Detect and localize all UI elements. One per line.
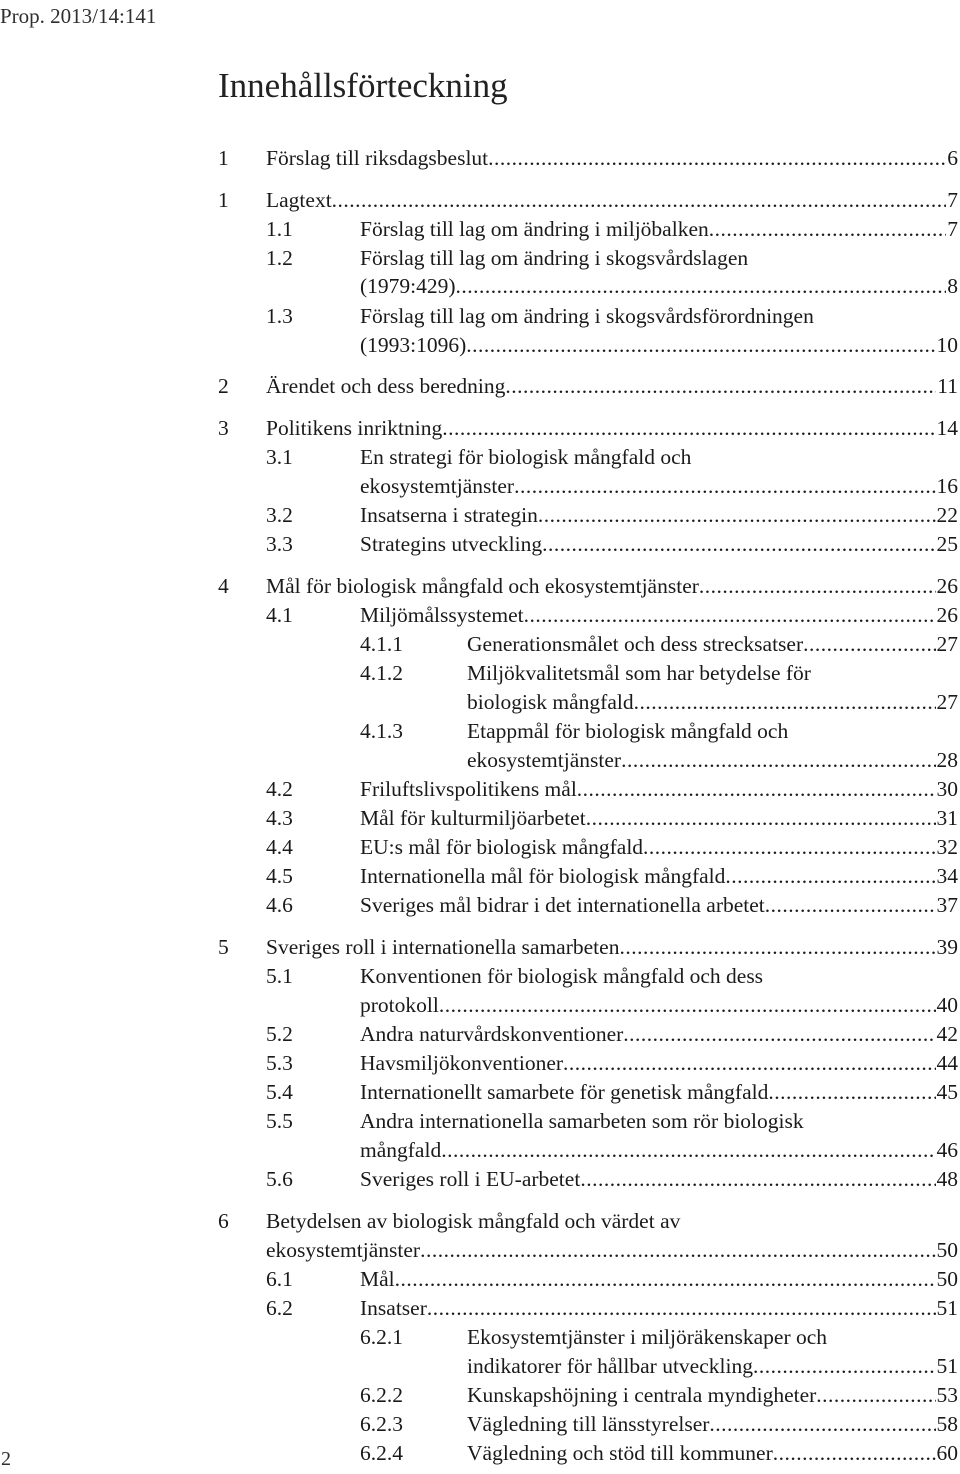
toc-entry-number: 3.1 bbox=[266, 445, 293, 469]
toc-entry-title: Vägledning och stöd till kommuner bbox=[467, 1441, 773, 1465]
toc-entry-number: 4.1 bbox=[266, 603, 293, 627]
toc-entry[interactable] bbox=[266, 1078, 958, 1106]
toc-entry-page: 39 bbox=[936, 935, 958, 959]
toc-entry-number: 6.2.2 bbox=[360, 1383, 403, 1407]
toc-entry-page: 51 bbox=[936, 1296, 958, 1320]
toc-entry[interactable] bbox=[266, 472, 958, 500]
toc-entry-number: 1 bbox=[218, 188, 229, 212]
toc-entry-number: 5.1 bbox=[266, 964, 293, 988]
toc-entry-title: biologisk mångfald bbox=[467, 690, 634, 714]
toc-entry[interactable] bbox=[266, 302, 958, 330]
dot-leader bbox=[699, 572, 936, 600]
dot-leader bbox=[634, 688, 936, 716]
toc-entry[interactable] bbox=[266, 601, 958, 629]
toc-entry[interactable] bbox=[266, 244, 958, 272]
toc-entry-page: 26 bbox=[936, 603, 958, 627]
dot-leader bbox=[643, 833, 935, 861]
dot-leader bbox=[538, 501, 936, 529]
dot-leader bbox=[577, 775, 936, 803]
toc-entry[interactable] bbox=[360, 688, 958, 716]
toc-entry-page: 8 bbox=[947, 274, 958, 298]
toc-entry-number: 3.2 bbox=[266, 503, 293, 527]
dot-leader bbox=[765, 891, 936, 919]
dot-leader bbox=[621, 746, 935, 774]
toc-entry[interactable] bbox=[266, 443, 958, 471]
toc-entry-page: 42 bbox=[936, 1022, 958, 1046]
toc-entry-page: 31 bbox=[936, 806, 958, 830]
toc-entry-page: 46 bbox=[936, 1138, 958, 1162]
toc-entry-number: 4 bbox=[218, 574, 229, 598]
toc-entry-title: Insatser bbox=[360, 1296, 427, 1320]
toc-entry-page: 16 bbox=[936, 474, 958, 498]
toc-entry-number: 4.6 bbox=[266, 893, 293, 917]
toc-entry-number: 5.3 bbox=[266, 1051, 293, 1075]
toc-entry-page: 6 bbox=[947, 146, 958, 170]
toc-entry-number: 4.3 bbox=[266, 806, 293, 830]
dot-leader bbox=[816, 1381, 935, 1409]
toc-entry-title: Insatserna i strategin bbox=[360, 503, 538, 527]
toc-entry-number: 6.2.3 bbox=[360, 1412, 403, 1436]
toc-entry-number: 5.5 bbox=[266, 1109, 293, 1133]
toc-entry-title: Lagtext bbox=[266, 188, 332, 212]
toc-entry[interactable] bbox=[266, 962, 958, 990]
toc-entry[interactable] bbox=[266, 862, 958, 890]
toc-entry-title: Andra naturvårdskonventioner bbox=[360, 1022, 624, 1046]
dot-leader bbox=[753, 1352, 936, 1380]
dot-leader bbox=[542, 530, 935, 558]
dot-leader bbox=[456, 272, 947, 300]
toc-entry[interactable] bbox=[218, 414, 958, 442]
toc-entry-number: 5.6 bbox=[266, 1167, 293, 1191]
toc-entry-number: 4.5 bbox=[266, 864, 293, 888]
toc-entry-title: ekosystemtjänster bbox=[266, 1238, 421, 1262]
toc-entry[interactable] bbox=[360, 1381, 958, 1409]
toc-entry-page: 27 bbox=[936, 632, 958, 656]
dot-leader bbox=[709, 215, 947, 243]
dot-leader bbox=[488, 144, 946, 172]
dot-leader bbox=[709, 1410, 935, 1438]
toc-entry[interactable] bbox=[218, 572, 958, 600]
toc-entry-number: 3 bbox=[218, 416, 229, 440]
toc-entry-number: 2 bbox=[218, 374, 229, 398]
toc-entry[interactable] bbox=[266, 1107, 958, 1135]
toc-entry-page: 48 bbox=[936, 1167, 958, 1191]
toc-entry[interactable] bbox=[266, 1020, 958, 1048]
toc-entry-title: Förslag till lag om ändring i skogsvårdslagen bbox=[360, 246, 749, 270]
toc-title: Innehållsförteckning bbox=[218, 66, 508, 105]
toc-entry[interactable] bbox=[360, 659, 958, 687]
toc-entry-title: Politikens inriktning bbox=[266, 416, 443, 440]
toc-entry[interactable] bbox=[266, 530, 958, 558]
toc-entry[interactable] bbox=[266, 804, 958, 832]
toc-entry-page: 37 bbox=[936, 893, 958, 917]
toc-entry-page: 51 bbox=[936, 1354, 958, 1378]
toc-entry-number: 4.1.2 bbox=[360, 661, 403, 685]
page-number: 2 bbox=[1, 1448, 11, 1470]
dot-leader bbox=[524, 601, 936, 629]
toc-entry-number: 1 bbox=[218, 146, 229, 170]
toc-entry-page: 34 bbox=[936, 864, 958, 888]
toc-entry-title: Betydelsen av biologisk mångfald och värdet av bbox=[266, 1209, 681, 1233]
dot-leader bbox=[466, 331, 935, 359]
toc-entry[interactable] bbox=[218, 1236, 958, 1264]
toc-entry-page: 30 bbox=[936, 777, 958, 801]
toc-entry-title: En strategi för biologisk mångfald och bbox=[360, 445, 692, 469]
toc-entry-number: 5.4 bbox=[266, 1080, 293, 1104]
toc-entry-page: 10 bbox=[936, 333, 958, 357]
toc-entry[interactable] bbox=[360, 630, 958, 658]
toc-entry-number: 6 bbox=[218, 1209, 229, 1233]
toc-entry-title: Internationella mål för biologisk mångfald bbox=[360, 864, 726, 888]
toc-entry-number: 4.4 bbox=[266, 835, 293, 859]
dot-leader bbox=[441, 1136, 935, 1164]
dot-leader bbox=[623, 1020, 935, 1048]
toc-entry-title: Etappmål för biologisk mångfald och bbox=[467, 719, 789, 743]
toc-entry[interactable] bbox=[360, 1323, 958, 1351]
toc-entry-number: 1.1 bbox=[266, 217, 293, 241]
toc-entry[interactable] bbox=[360, 1439, 958, 1467]
toc-entry[interactable] bbox=[266, 272, 958, 300]
dot-leader bbox=[427, 1294, 936, 1322]
toc-entry-page: 11 bbox=[937, 374, 958, 398]
dot-leader bbox=[768, 1078, 935, 1106]
toc-entry[interactable] bbox=[266, 1165, 958, 1193]
toc-entry-number: 1.2 bbox=[266, 246, 293, 270]
toc-entry-number: 1.3 bbox=[266, 304, 293, 328]
toc-entry-title: indikatorer för hållbar utveckling bbox=[467, 1354, 753, 1378]
toc-entry-page: 25 bbox=[936, 532, 958, 556]
toc-entry-title: Sveriges roll i EU-arbetet bbox=[360, 1167, 581, 1191]
toc-entry[interactable] bbox=[218, 372, 958, 400]
dot-leader bbox=[420, 1236, 935, 1264]
toc-entry-number: 3.3 bbox=[266, 532, 293, 556]
toc-entry-title: Havsmiljökonventioner bbox=[360, 1051, 564, 1075]
toc-entry[interactable] bbox=[266, 775, 958, 803]
dot-leader bbox=[439, 991, 936, 1019]
toc-entry[interactable] bbox=[266, 833, 958, 861]
toc-entry[interactable] bbox=[266, 215, 958, 243]
dot-leader bbox=[803, 630, 935, 658]
toc-entry-page: 7 bbox=[947, 217, 958, 241]
toc-entry-page: 44 bbox=[936, 1051, 958, 1075]
toc-entry-title: Förslag till lag om ändring i miljöbalken bbox=[360, 217, 709, 241]
toc-entry[interactable] bbox=[360, 746, 958, 774]
toc-entry-title: Förslag till riksdagsbeslut bbox=[266, 146, 489, 170]
toc-entry-number: 6.2.4 bbox=[360, 1441, 403, 1465]
toc-entry[interactable] bbox=[218, 1207, 958, 1235]
toc-entry-page: 14 bbox=[936, 416, 958, 440]
toc-entry-title: Mål för biologisk mångfald och ekosystemtjänster bbox=[266, 574, 699, 598]
toc-entry-title: Sveriges mål bidrar i det internationella arbetet bbox=[360, 893, 765, 917]
toc-entry-title: Vägledning till länsstyrelser bbox=[467, 1412, 710, 1436]
toc-entry-title: Mål bbox=[360, 1267, 395, 1291]
toc-entry-title: protokoll bbox=[360, 993, 439, 1017]
toc-entry-title: EU:s mål för biologisk mångfald bbox=[360, 835, 644, 859]
toc-entry[interactable] bbox=[360, 1410, 958, 1438]
dot-leader bbox=[580, 1165, 935, 1193]
toc-entry-title: Strategins utveckling bbox=[360, 532, 543, 556]
toc-entry-number: 5.2 bbox=[266, 1022, 293, 1046]
toc-entry[interactable] bbox=[218, 144, 958, 172]
toc-entry[interactable] bbox=[266, 991, 958, 1019]
toc-entry-title: Internationellt samarbete för genetisk mångfald bbox=[360, 1080, 769, 1104]
toc-entry-page: 40 bbox=[936, 993, 958, 1017]
dot-leader bbox=[505, 372, 936, 400]
toc-entry-page: 26 bbox=[936, 574, 958, 598]
toc-entry-title: Andra internationella samarbeten som rör biologisk bbox=[360, 1109, 804, 1133]
toc-entry-number: 4.1.1 bbox=[360, 632, 403, 656]
dot-leader bbox=[514, 472, 935, 500]
toc-entry-title: Förslag till lag om ändring i skogsvårdsförordningen bbox=[360, 304, 814, 328]
dot-leader bbox=[332, 186, 947, 214]
running-header: Prop. 2013/14:141 bbox=[0, 4, 157, 28]
toc-entry-page: 32 bbox=[936, 835, 958, 859]
toc-entry-page: 50 bbox=[936, 1238, 958, 1262]
toc-entry[interactable] bbox=[266, 501, 958, 529]
toc-entry-number: 4.2 bbox=[266, 777, 293, 801]
toc-entry-title: (1993:1096) bbox=[360, 333, 467, 357]
dot-leader bbox=[586, 804, 936, 832]
toc-entry-title: Miljökvalitetsmål som har betydelse för bbox=[467, 661, 811, 685]
toc-entry-title: Kunskapshöjning i centrala myndigheter bbox=[467, 1383, 817, 1407]
toc-entry-title: (1979:429) bbox=[360, 274, 456, 298]
toc-entry[interactable] bbox=[360, 717, 958, 745]
dot-leader bbox=[442, 414, 935, 442]
dot-leader bbox=[725, 862, 935, 890]
toc-entry[interactable] bbox=[266, 1265, 958, 1293]
toc-entry-page: 27 bbox=[936, 690, 958, 714]
toc-entry[interactable] bbox=[266, 1136, 958, 1164]
toc-entry-title: Ärendet och dess beredning bbox=[266, 374, 506, 398]
toc-entry-number: 6.1 bbox=[266, 1267, 293, 1291]
toc-entry[interactable] bbox=[266, 331, 958, 359]
toc-entry[interactable] bbox=[360, 1352, 958, 1380]
dot-leader bbox=[619, 933, 935, 961]
toc-entry[interactable] bbox=[218, 933, 958, 961]
toc-entry-page: 28 bbox=[936, 748, 958, 772]
toc-entry[interactable] bbox=[266, 891, 958, 919]
toc-entry-title: Ekosystemtjänster i miljöräkenskaper och bbox=[467, 1325, 828, 1349]
toc-entry-page: 50 bbox=[936, 1267, 958, 1291]
toc-entry[interactable] bbox=[218, 186, 958, 214]
toc-entry-page: 53 bbox=[936, 1383, 958, 1407]
toc-entry-title: Generationsmålet och dess strecksatser bbox=[467, 632, 804, 656]
toc-entry[interactable] bbox=[266, 1294, 958, 1322]
toc-entry-page: 45 bbox=[936, 1080, 958, 1104]
toc-entry-title: Friluftslivspolitikens mål bbox=[360, 777, 577, 801]
toc-entry-number: 5 bbox=[218, 935, 229, 959]
toc-entry-title: Konventionen för biologisk mångfald och dess bbox=[360, 964, 764, 988]
toc-entry-title: mångfald bbox=[360, 1138, 442, 1162]
toc-entry-title: Sveriges roll i internationella samarbeten bbox=[266, 935, 620, 959]
toc-entry-number: 6.2 bbox=[266, 1296, 293, 1320]
toc-entry[interactable] bbox=[266, 1049, 958, 1077]
dot-leader bbox=[773, 1439, 936, 1467]
toc-entry-title: ekosystemtjänster bbox=[467, 748, 622, 772]
toc-entry-title: Miljömålssystemet bbox=[360, 603, 524, 627]
toc-entry-title: ekosystemtjänster bbox=[360, 474, 515, 498]
toc-entry-number: 4.1.3 bbox=[360, 719, 403, 743]
toc-entry-title: Mål för kulturmiljöarbetet bbox=[360, 806, 586, 830]
toc-entry-page: 60 bbox=[936, 1441, 958, 1465]
dot-leader bbox=[563, 1049, 935, 1077]
dot-leader bbox=[395, 1265, 936, 1293]
toc-entry-number: 6.2.1 bbox=[360, 1325, 403, 1349]
toc-entry-page: 22 bbox=[936, 503, 958, 527]
toc-entry-page: 58 bbox=[936, 1412, 958, 1436]
toc-entry-page: 7 bbox=[947, 188, 958, 212]
